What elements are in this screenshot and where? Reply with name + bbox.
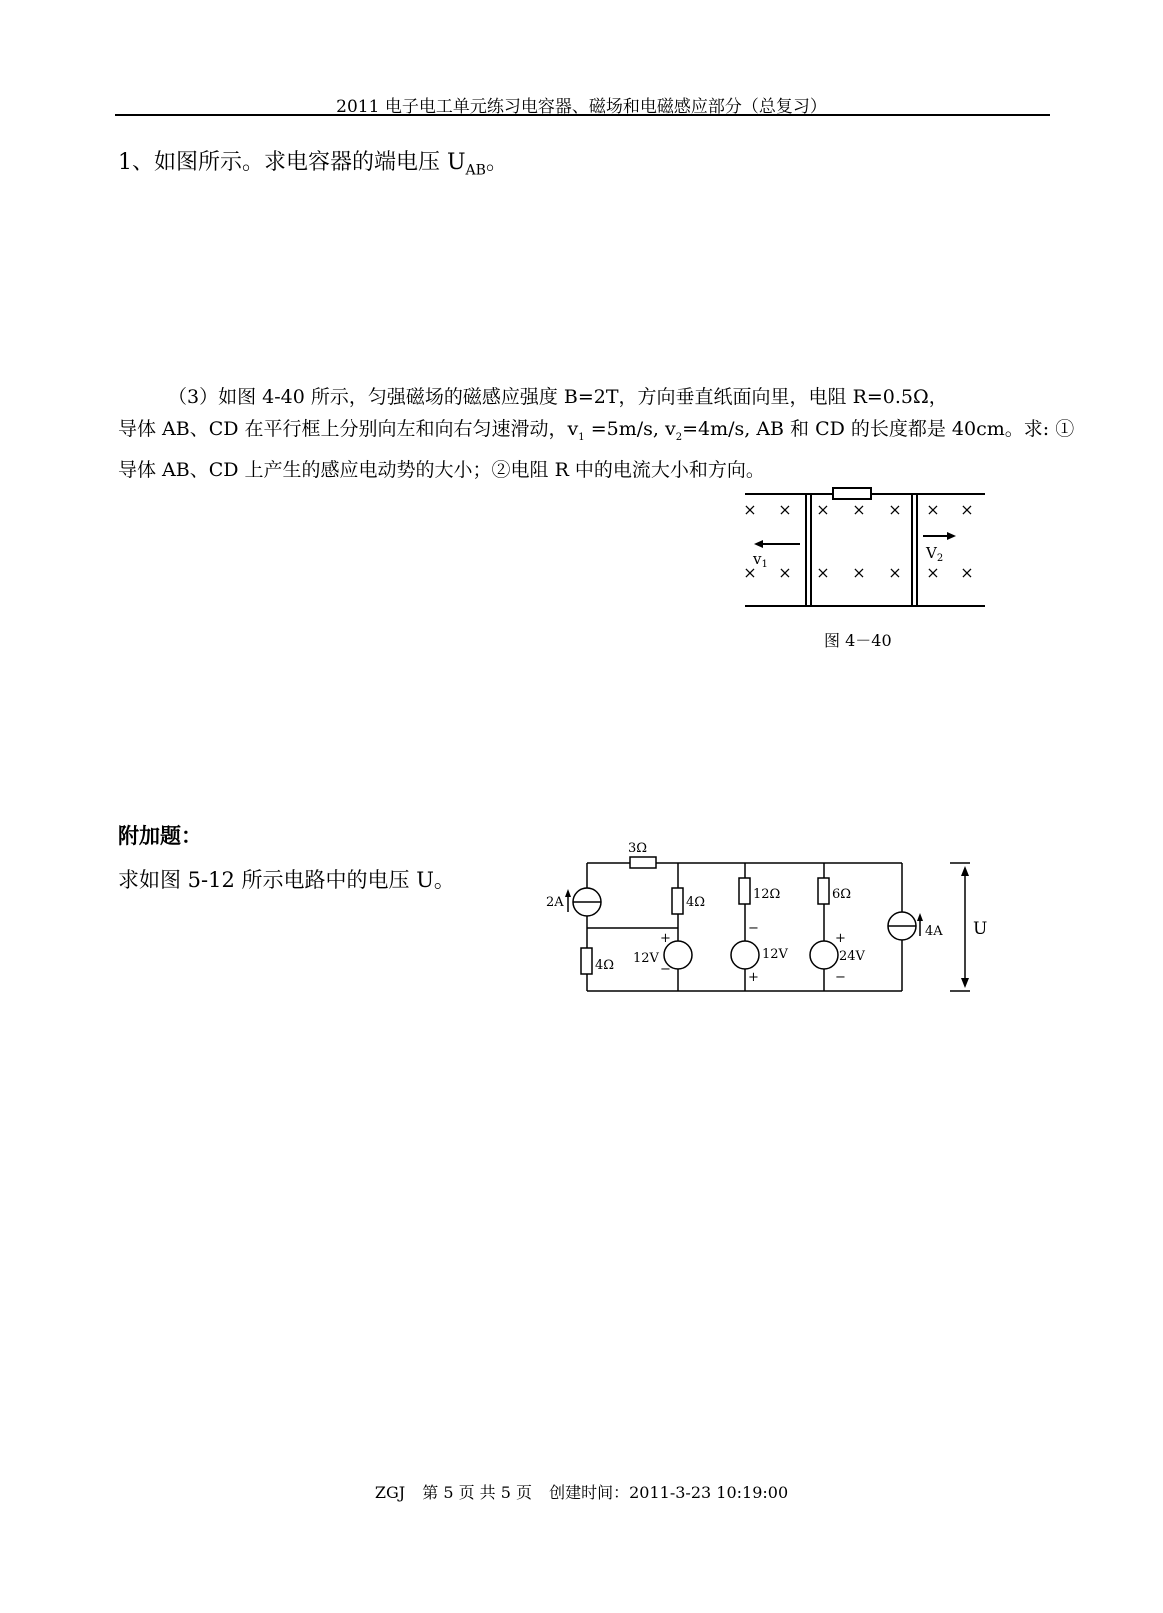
question-3 <box>118 381 1108 486</box>
field-mark: × <box>926 563 940 582</box>
v2-label: $V_2$ <box>926 544 944 564</box>
label-24v: 24V <box>839 949 865 964</box>
header-title: 2011 电子电工单元练习电容器、磁场和电磁感应部分（总复习） <box>336 97 827 117</box>
field-mark: × <box>816 563 830 582</box>
v1-label: $v_1$ <box>753 550 768 570</box>
field-mark: × <box>960 500 974 519</box>
field-mark: × <box>743 563 757 582</box>
plus-sign: + <box>660 931 671 946</box>
resistor-3ohm <box>630 857 656 868</box>
minus-sign: − <box>748 921 759 936</box>
field-mark: × <box>926 500 940 519</box>
label-6ohm: 6Ω <box>832 887 852 902</box>
resistor-4ohm-bottom <box>581 948 592 974</box>
label-3ohm: 3Ω <box>628 841 648 856</box>
resistor-6ohm <box>818 878 829 904</box>
extra-title: 附加题： <box>118 824 202 848</box>
label-u: U <box>973 919 988 939</box>
field-mark: × <box>888 500 902 519</box>
v1-arrowhead <box>754 540 763 548</box>
question-3-sub-2: 2 <box>675 431 683 443</box>
label-4ohm-bottom: 4Ω <box>595 958 615 973</box>
figure-4-40-caption: 图 4－40 <box>824 631 892 650</box>
question-3-line-2c: =4m/s, AB 和 CD 的长度都是 40cm。求: ① <box>682 418 1075 440</box>
resistor-12ohm <box>739 878 750 904</box>
question-1 <box>118 145 508 178</box>
minus-sign: − <box>660 962 671 977</box>
footer-created: 创建时间：2011-3-23 10:19:00 <box>549 1483 789 1502</box>
question-3-line-2b: =5m/s, v <box>584 418 676 440</box>
arrowhead-4a <box>917 913 923 921</box>
field-mark: × <box>743 500 757 519</box>
footer-page: 第 5 页 共 5 页 <box>422 1483 533 1502</box>
circuit-5-12 <box>545 838 995 1008</box>
footer-author: ZGJ <box>374 1483 406 1502</box>
question-3-line-2a: 导体 AB、CD 在平行框上分别向左和向右匀速滑动，v <box>118 418 579 440</box>
field-mark: × <box>816 500 830 519</box>
label-2a: 2A <box>546 895 564 910</box>
label-4ohm-mid: 4Ω <box>686 895 706 910</box>
plus-sign: + <box>748 970 759 985</box>
minus-sign: − <box>835 970 846 985</box>
u-arrowhead-top <box>961 866 969 876</box>
question-3-line-2 <box>118 413 1108 454</box>
resistor-r <box>833 488 871 499</box>
field-mark: × <box>778 563 792 582</box>
u-arrowhead-bottom <box>961 978 969 988</box>
label-12v-mid: 12V <box>762 947 788 962</box>
question-3-line-3: 导体 AB、CD 上产生的感应电动势的大小；②电阻 R 中的电流大小和方向。 <box>118 458 765 481</box>
question-1-tail: 。 <box>485 150 508 175</box>
voltage-source-12v-mid <box>731 941 759 969</box>
label-12ohm: 12Ω <box>753 887 781 902</box>
v2-arrowhead <box>947 532 956 540</box>
figure-4-40 <box>745 484 1005 614</box>
label-4a: 4A <box>925 924 943 939</box>
question-3-sub-1: 1 <box>578 431 585 443</box>
field-mark: × <box>852 563 866 582</box>
field-mark: × <box>960 563 974 582</box>
footer <box>0 1480 1163 1503</box>
label-12v-left: 12V <box>633 951 659 966</box>
field-mark: × <box>778 500 792 519</box>
field-mark: × <box>888 563 902 582</box>
question-1-text: 1、如图所示。求电容器的端电压 U <box>118 150 466 175</box>
arrowhead-2a <box>565 889 571 897</box>
voltage-source-24v <box>810 941 838 969</box>
extra-text: 求如图 5-12 所示电路中的电压 U。 <box>118 868 455 892</box>
resistor-4ohm-mid <box>672 888 683 914</box>
plus-sign: + <box>835 931 846 946</box>
field-mark: × <box>852 500 866 519</box>
question-1-subscript: AB <box>465 162 486 179</box>
question-3-line-1: （3）如图 4-40 所示，匀强磁场的磁感应强度 B=2T，方向垂直纸面向里，电阻 R=0.5Ω， <box>168 386 948 408</box>
header-rule <box>115 114 1050 116</box>
